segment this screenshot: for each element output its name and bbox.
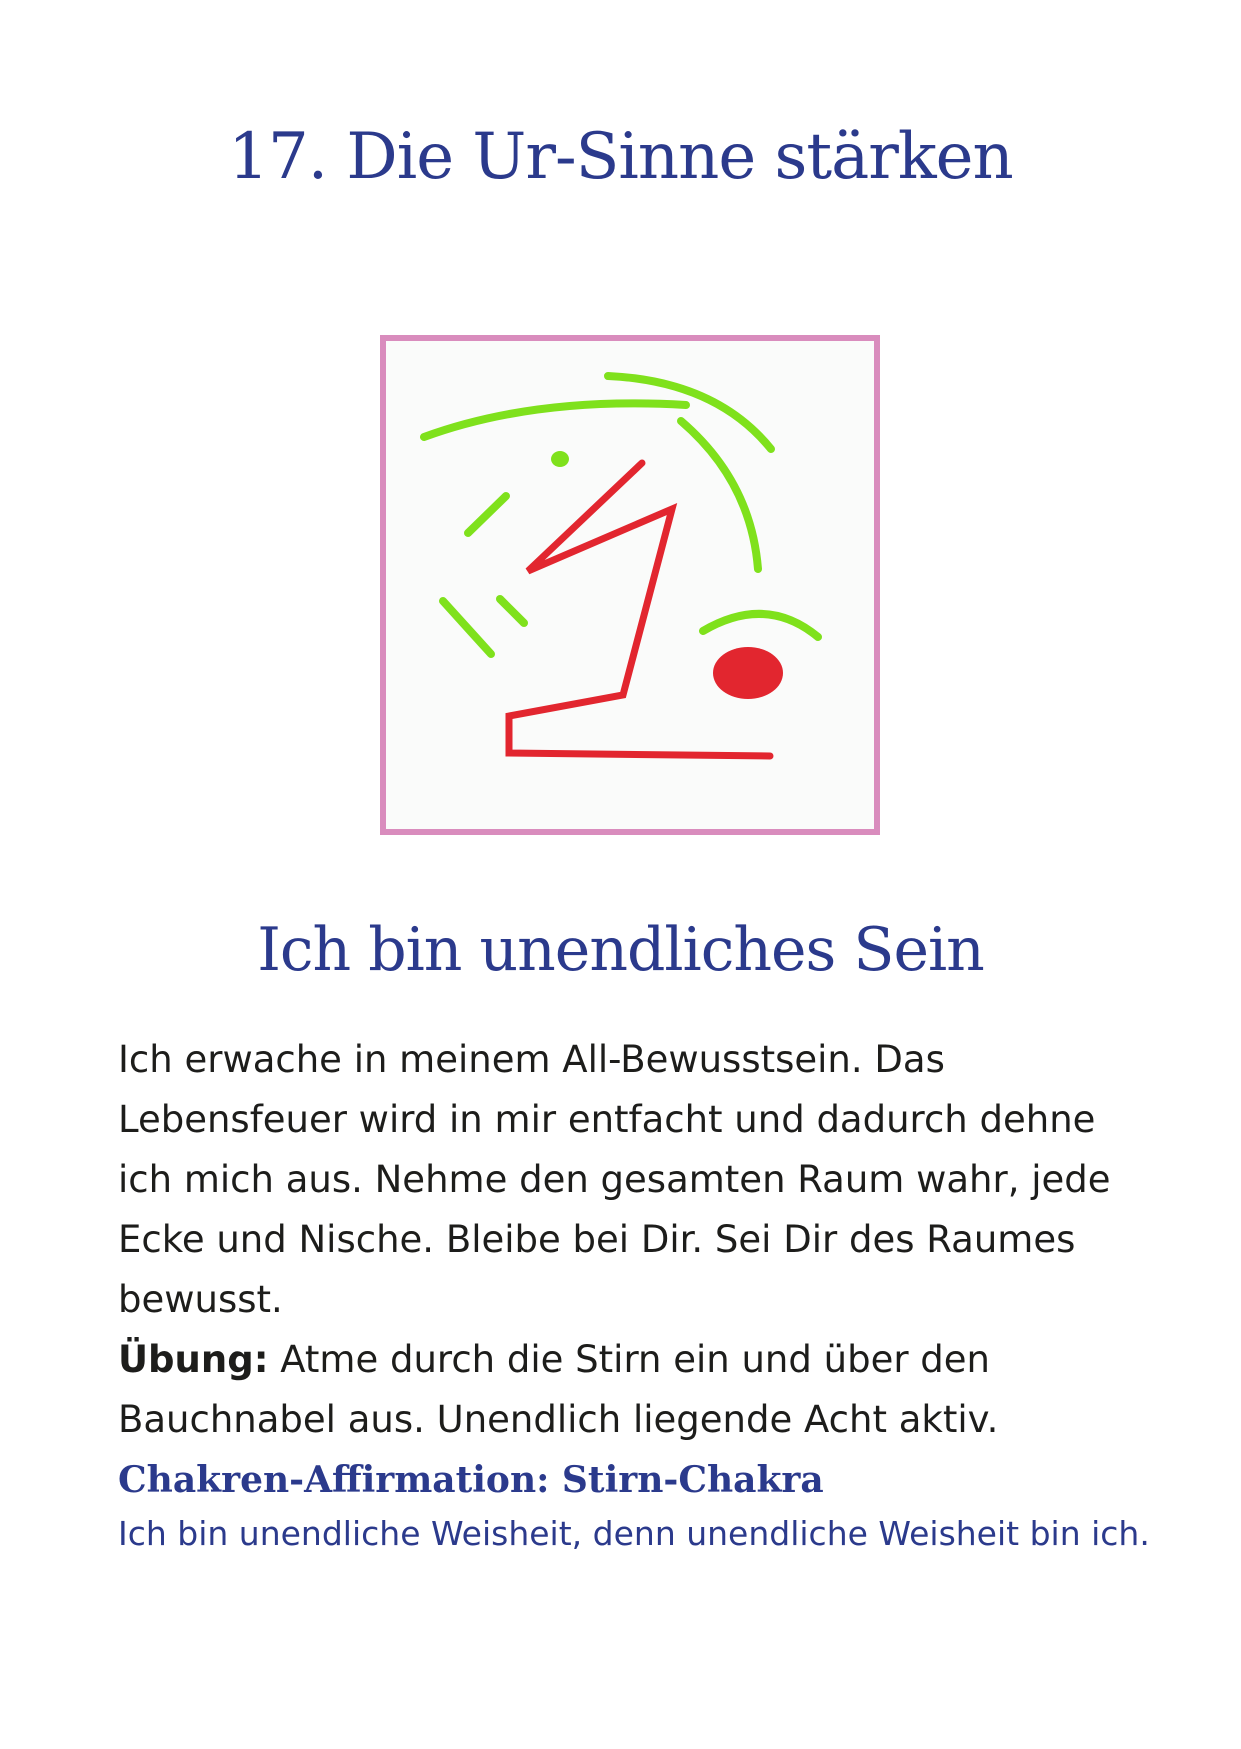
chakra-drawing-icon <box>386 341 874 829</box>
chakra-affirmation-text: Ich bin unendliche Weisheit, denn unendliche Weisheit bin ich. <box>118 1514 1150 1553</box>
exercise-label: Übung: <box>118 1338 269 1381</box>
affirmation-heading: Ich bin unendliches Sein <box>257 915 984 985</box>
artwork-frame <box>380 335 880 835</box>
body-text <box>118 1030 1158 1450</box>
page-title: 17. Die Ur-Sinne stärken <box>228 120 1013 194</box>
chakra-heading: Chakren-Affirmation: Stirn-Chakra <box>118 1459 824 1501</box>
exercise-text: Atme durch die Stirn ein und über den Bauchnabel aus. Unendlich liegende Acht aktiv. <box>118 1338 999 1441</box>
body-paragraph: Ich erwache in meinem All-Bewusstsein. Das Lebensfeuer wird in mir entfacht und dadurch dehne ich mich aus. Nehme den gesamten Raum wahr, jede Ecke und Nische. Bleibe bei Dir. Sei Dir des Raumes bewusst. <box>118 1038 1111 1321</box>
exercise-paragraph <box>118 1330 1158 1450</box>
